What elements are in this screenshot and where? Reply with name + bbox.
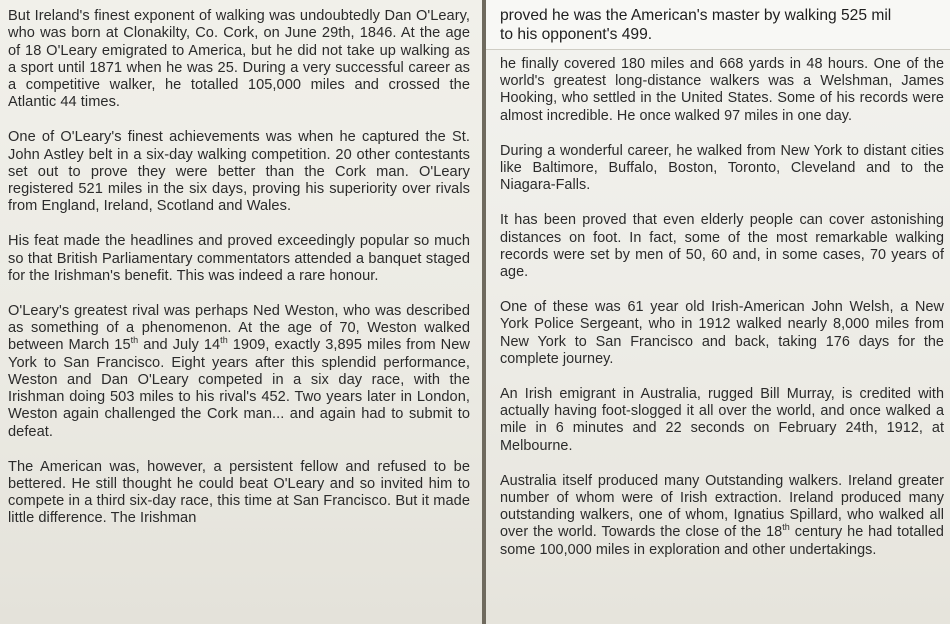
paragraph-career-cities: During a wonderful career, he walked from New York to distant cities like Baltimore, Buffalo, Boston, Toronto, Cleveland and to the Niagara-Falls. [500,142,944,194]
paragraph-oleary-intro: But Ireland's finest exponent of walking was undoubtedly Dan O'Leary, who was born at Clonakilty, Co. Cork, on June 29th, 1846. At the age of 18 O'Leary emigrated to America, but he did not take up walking as a sport until 1871 when he was 25. During a very successful career as a competitive walker, he totalled 105,000 miles and crossed the Atlantic 44 times. [8,8,470,111]
paragraph-weston-rival [8,303,470,441]
australia-text-part2: century he had totalled some 100,000 miles in exploration and other undertakings. [500,524,944,558]
paragraph-hooking: he finally covered 180 miles and 668 yards in 48 hours. One of the world's greatest long-distance walkers was a Welshman, James Hooking, who settled in the United States. Some of his records were almost incredible. He once walked 97 miles in one day. [500,56,944,124]
australia-text-part1: Australia itself produced many Outstanding walkers. Ireland greater number of whom were of Irish extraction. Ireland produced many outstanding walkers, one of whom, Ignatius Spillard, who walked all over the world. Towards the close of the 18 [500,472,944,541]
paragraph-john-welsh: One of these was 61 year old Irish-American John Welsh, a New York Police Sergeant, who in 1912 walked nearly 8,000 miles from New York to San Francisco and back, taking 176 days for the complete journey. [500,299,944,367]
australia-sup: th [782,522,790,533]
paragraph-bill-murray: An Irish emigrant in Australia, rugged Bill Murray, is credited with actually having foot-slogged it all over the world, and once walked a mile in 6 minutes and 22 seconds on February 24th, 1912, at Melbourne. [500,386,944,454]
paragraph-elderly-walkers: It has been proved that even elderly people can cover astonishing distances on foot. In fact, some of the most remarkable walking records were set by men of 50, 60 and, in some cases, 70 years of age. [500,212,944,281]
paragraph-persistent-american: The American was, however, a persistent fellow and refused to be bettered. He still thought he could beat O'Leary and so invited him to compete in a third six-day race, this time at San Francisco. But it made little difference. The Irishman [8,458,470,527]
weston-sup2: th [220,335,228,346]
weston-text-part3: 1909, exactly 3,895 miles from New York to San Francisco. Eight years after this splendid performance, Weston and Dan O'Leary competed in a six day race, with the Irishman doing 503 miles to his rival's 452. Two years later in London, Weston again challenged the Cork man... and again had to submit to defeat. [8,337,470,440]
paragraph-australia [500,473,944,559]
paragraph-headlines: His feat made the headlines and proved exceedingly popular so much so that British Parliamentary commentators attended a banquet staged for the Irishman's benefit. This was indeed a rare honour. [8,233,470,284]
continuation-strip [486,0,950,50]
weston-text-part2: and July 14 [138,337,221,354]
paragraph-astley-belt: One of O'Leary's finest achievements was when he captured the St. John Astley belt in a six-day walking competition. 20 other contestants set out to prove they were better than the Cork man. O'Leary registered 521 miles in the six days, proving his superiority over rivals from England, Ireland, Scotland and Wales. [8,129,470,215]
continuation-line-1: proved he was the American's master by walking 525 mil [500,7,892,24]
weston-text-part1: O'Leary's greatest rival was perhaps Ned Weston, who was described as something of a phenomenon. At the age of 70, Weston walked between March 15 [8,302,470,354]
continuation-line-2: to his opponent's 499. [500,26,653,43]
right-text-panel [486,0,950,624]
weston-sup1: th [130,335,139,346]
right-body [500,50,944,559]
